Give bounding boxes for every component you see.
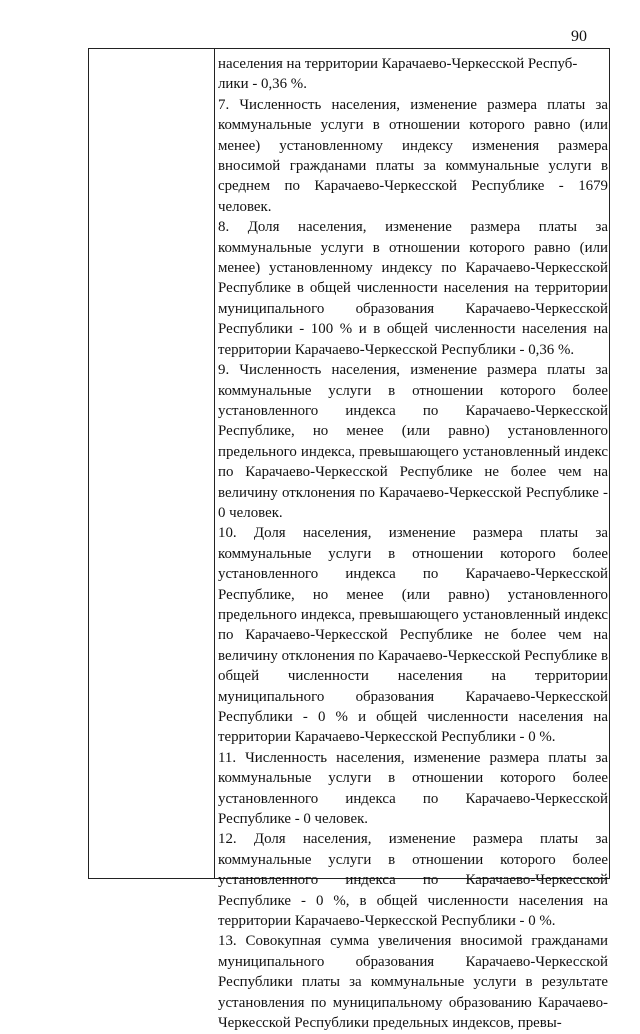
- paragraph-item-12: 12. Доля населения, изменение размера платы за коммунальные услуги в отношении которого более установленного индекса по Карачаево-Черкесской Республике - 0 %, в общей численности населения на территории Карачаево-Черкесской Республики - 0 %.: [218, 831, 608, 930]
- paragraph-item-10: 10. Доля населения, изменение размера платы за коммунальные услуги в отношении которого более установленного индекса по Карачаево-Черкесской Республике, но менее (или равно) установленного предельного индекса, превышающего установленный индекс по Карачаево-Черкесской Республике не более чем на величину отклонения по Карачаево-Черкесской Республике в общей численности населения на территории муниципального образования Карачаево-Черкесской Республики - 0 % и общей численности населения на территории Карачаево-Черкесской Республики - 0 %.: [218, 525, 608, 746]
- column-divider: [214, 49, 215, 878]
- paragraph-item-13: 13. Совокупная сумма увеличения вносимой гражданами муниципального образования Карачаево-Черкесской Республики платы за коммунальные услуги в результате установления по муниципальному образованию Карачаево-Черкесской Республики предельных индексов, превы-: [218, 933, 608, 1032]
- text-cell: [218, 54, 608, 1034]
- paragraph-item-8: 8. Доля населения, изменение размера платы за коммунальные услуги в отношении которого равно (или менее) установленному индексу по Карачаево-Черкесской Республике в общей численности населения на территории муниципального образования Карачаево-Черкесской Республики - 100 % и в общей численности населения на территории Карачаево-Черкесской Республики - 0,36 %.: [218, 219, 608, 358]
- paragraph-item-9: 9. Численность населения, изменение размера платы за коммунальные услуги в отношении которого более установленного индекса по Карачаево-Черкесской Республике, но менее (или равно) установленного предельного индекса, превышающего установленный индекс по Карачаево-Черкесской Республике не более чем на величину отклонения по Карачаево-Черкесской Республике - 0 человек.: [218, 362, 608, 521]
- paragraph-continuation: населения на территории Карачаево-Черкесской Респуб- лики - 0,36 %.: [218, 56, 578, 93]
- paragraph-item-11: 11. Численность населения, изменение размера платы за коммунальные услуги в отношении которого более установленного индекса по Карачаево-Черкесской Республике - 0 человек.: [218, 749, 608, 828]
- document-table: [88, 48, 610, 1032]
- page-number: 90: [571, 28, 587, 45]
- paragraph-item-7: 7. Численность населения, изменение размера платы за коммунальные услуги в отношении которого равно (или менее) установленному индексу изменения размера вносимой гражданами платы за коммунальные услуги в среднем по Карачаево-Черкесской Республике - 1679 человек.: [218, 96, 608, 215]
